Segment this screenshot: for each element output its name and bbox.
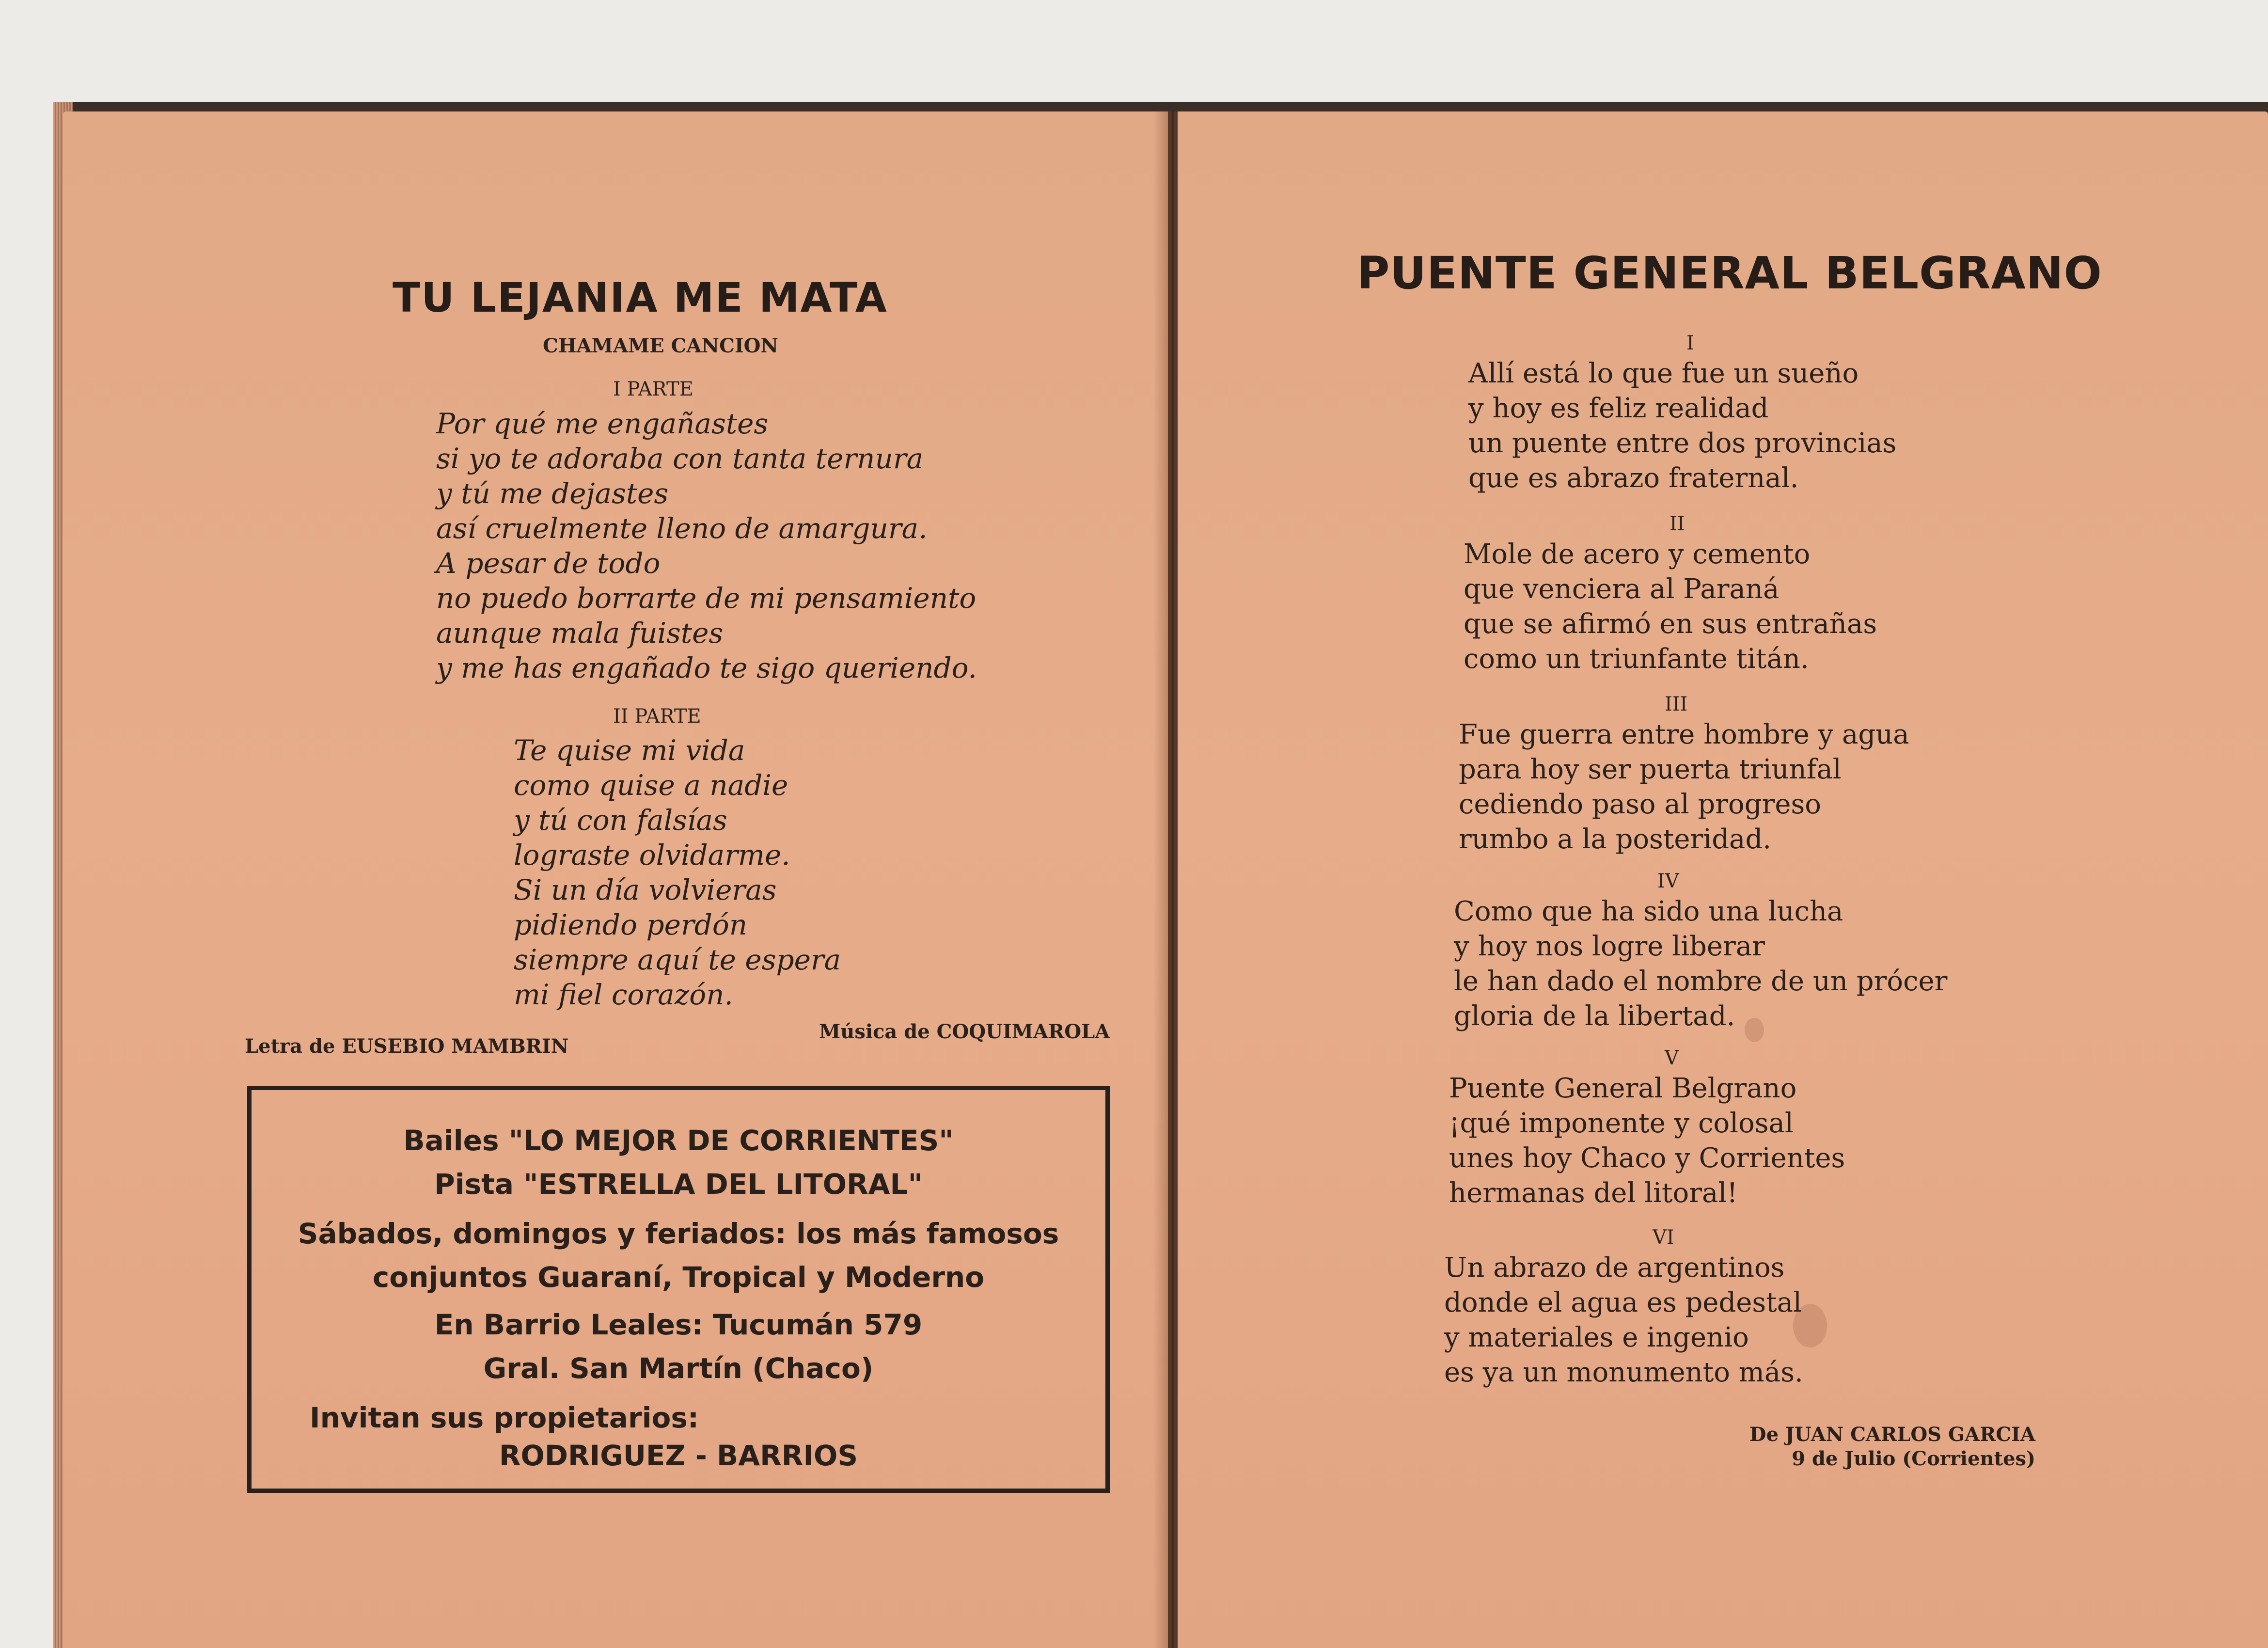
verse-line: rumbo a la posteridad. (1459, 824, 1772, 855)
verse-line: ¡qué imponente y colosal (1449, 1108, 1794, 1139)
verse-line: así cruelmente lleno de amargura. (436, 512, 928, 545)
author-place: 9 de Julio (Corrientes) (1792, 1447, 2035, 1470)
dance-advertisement (247, 1086, 1110, 1493)
verse-line: y me has engañado te sigo queriendo. (436, 651, 977, 684)
verse-line: Te quise mi vida (514, 734, 745, 767)
stanza-numeral: IV (1657, 870, 1679, 892)
part-one-heading: I PARTE (613, 378, 693, 400)
verse-line: gloria de la libertad. (1454, 1000, 1735, 1032)
verse-line: Puente General Belgrano (1449, 1073, 1797, 1104)
verse-line: y materiales e ingenio (1444, 1322, 1749, 1353)
ad-owners-line: RODRIGUEZ - BARRIOS (499, 1439, 858, 1472)
verse-line: y tú me dejastes (436, 477, 669, 510)
verse-line: y hoy es feliz realidad (1468, 393, 1769, 424)
ad-schedule-line: Sábados, domingos y feriados: los más famosos (298, 1217, 1059, 1250)
verse-line: si yo te adoraba con tanta ternura (436, 442, 924, 475)
verse-line: unes hoy Chaco y Corrientes (1449, 1142, 1845, 1174)
stanza (1454, 894, 1947, 1034)
ad-bands-line: conjuntos Guaraní, Tropical y Moderno (372, 1261, 985, 1294)
verse-line: Un abrazo de argentinos (1444, 1252, 1785, 1284)
stanza-numeral: I (1686, 332, 1694, 354)
music-credit: Música de COQUIMAROLA (819, 1020, 1110, 1043)
verse-line: aunque mala fuistes (436, 617, 724, 650)
verse-line: Por qué me engañastes (436, 407, 769, 440)
lyrics-credit: Letra de EUSEBIO MAMBRIN (245, 1035, 569, 1058)
verse-line: Como que ha sido una lucha (1454, 896, 1843, 927)
stanza-numeral: III (1665, 693, 1688, 715)
verse-line: le han dado el nombre de un prócer (1454, 966, 1948, 997)
verse-line: que es abrazo fraternal. (1468, 462, 1799, 494)
verse-line: como un triunfante titán. (1464, 643, 1809, 675)
verse-line: no puedo borrarte de mi pensamiento (436, 582, 976, 615)
verse-line: donde el agua es pedestal (1444, 1287, 1802, 1318)
verse-line: y hoy nos logre liberar (1454, 931, 1765, 962)
verse-line: un puente entre dos provincias (1468, 428, 1897, 459)
song-genre: CHAMAME CANCION (543, 334, 779, 357)
verse-line: A pesar de todo (436, 547, 661, 580)
verse-line: como quise a nadie (514, 769, 788, 802)
stanza-numeral: VI (1653, 1226, 1674, 1249)
poem-credit (1735, 1423, 2035, 1471)
ad-dances-line: Bailes "LO MEJOR DE CORRIENTES" (403, 1124, 954, 1157)
song-title-right: PUENTE GENERAL BELGRANO (1357, 247, 2102, 299)
author-name: De JUAN CARLOS GARCIA (1749, 1423, 2035, 1446)
verse-line: y tú con falsías (514, 804, 727, 837)
ad-city-line: Gral. San Martín (Chaco) (483, 1352, 874, 1385)
stanza (1459, 717, 1909, 857)
verse-line: hermanas del litoral! (1449, 1177, 1738, 1209)
verse-line: Mole de acero y cemento (1464, 539, 1811, 570)
right-page (1178, 111, 2268, 1648)
verse-line: cediendo paso al progreso (1459, 789, 1821, 820)
part-two-heading: II PARTE (613, 705, 701, 728)
verse-line: que venciera al Paraná (1464, 573, 1780, 605)
verse-line: Si un día volvieras (514, 873, 777, 906)
verse-line: siempre aquí te espera (514, 943, 841, 976)
part-two-verse (514, 733, 841, 1012)
ad-venue-line: Pista "ESTRELLA DEL LITORAL" (434, 1168, 923, 1201)
stanza (1449, 1071, 1845, 1211)
verse-line: Fue guerra entre hombre y agua (1459, 719, 1909, 750)
verse-line: que se afirmó en sus entrañas (1464, 608, 1877, 640)
verse-line: pidiendo perdón (514, 908, 748, 941)
song-title-left: TU LEJANIA ME MATA (393, 274, 888, 321)
stanza (1464, 537, 1877, 677)
verse-line: Allí está lo que fue un sueño (1468, 358, 1859, 389)
ad-invite-line: Invitan sus propietarios: (310, 1401, 699, 1434)
ad-address-line: En Barrio Leales: Tucumán 579 (434, 1308, 923, 1341)
verse-line: mi fiel corazón. (514, 978, 733, 1011)
verse-line: para hoy ser puerta triunfal (1459, 754, 1842, 785)
part-one-verse (436, 406, 977, 685)
verse-line: es ya un monumento más. (1444, 1357, 1803, 1388)
stanza (1468, 356, 1896, 496)
stanza-numeral: II (1670, 513, 1685, 535)
stanza (1444, 1251, 1803, 1390)
stanza-numeral: V (1665, 1047, 1679, 1069)
verse-line: lograste olvidarme. (514, 839, 790, 872)
